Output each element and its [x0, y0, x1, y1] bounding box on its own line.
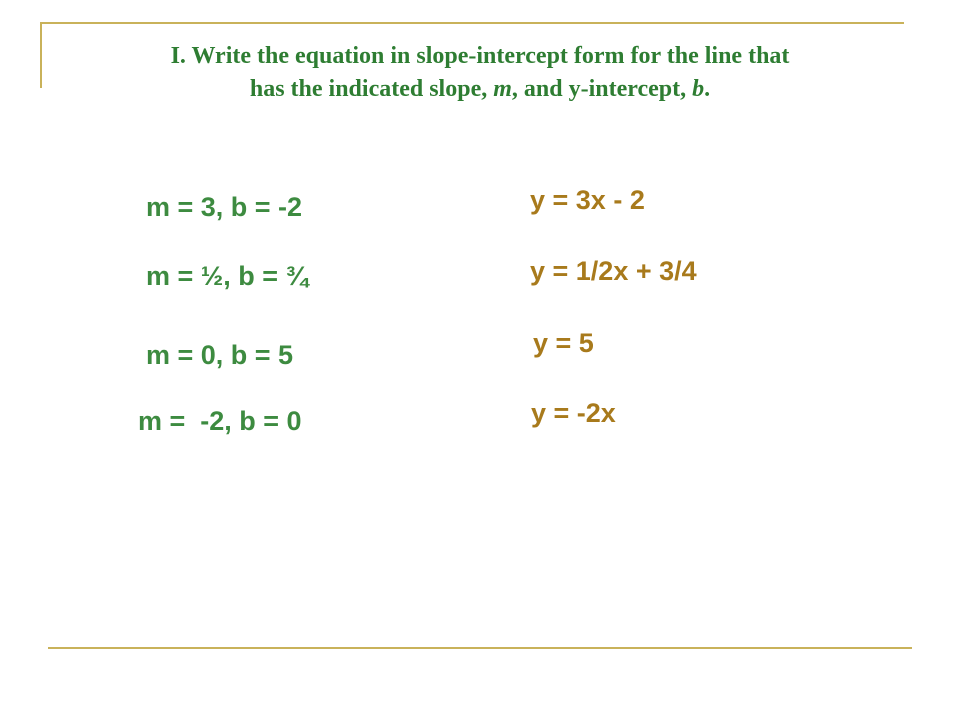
problem-3: m = 0, b = 5 — [146, 340, 294, 370]
answer-3: y = 5 — [533, 328, 594, 358]
instruction-title — [44, 40, 916, 106]
problem-4: m = -2, b = 0 — [138, 406, 302, 436]
instruction-line-2 — [44, 73, 916, 106]
answer-4: y = -2x — [531, 398, 616, 428]
top-rule — [40, 22, 904, 24]
instruction-text: , and y-intercept, — [511, 76, 693, 102]
instruction-text: has the indicated slope, — [249, 76, 494, 102]
instruction-period: . — [704, 76, 711, 102]
answer-1: y = 3x - 2 — [530, 185, 645, 215]
slope-variable: m — [493, 76, 512, 102]
problem-1: m = 3, b = -2 — [146, 192, 303, 222]
answer-2: y = 1/2x + 3/4 — [530, 256, 697, 286]
instruction-line-1: I. Write the equation in slope-intercept form for the line that — [170, 43, 790, 69]
bottom-rule — [48, 647, 912, 649]
problem-2: m = ½, b = ¾ — [146, 261, 309, 291]
left-rule — [40, 22, 42, 88]
intercept-variable: b — [692, 76, 705, 102]
